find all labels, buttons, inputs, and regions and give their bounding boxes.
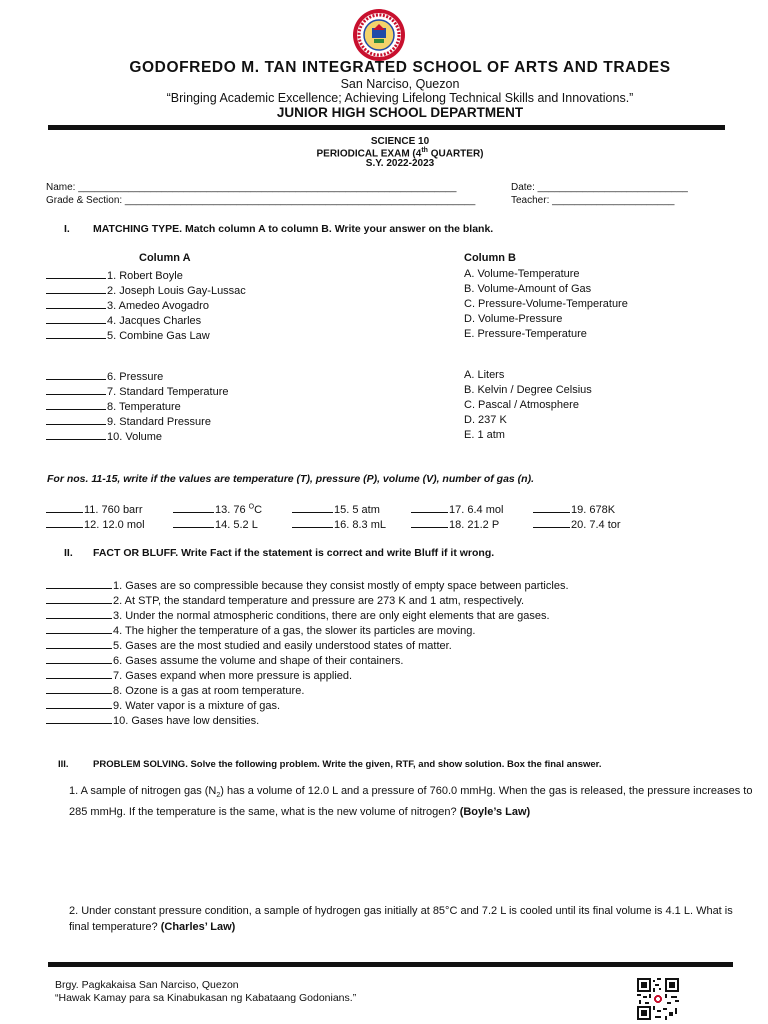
item-text: 14. 5.2 L xyxy=(215,519,258,531)
item-text: 4. Jacques Charles xyxy=(107,315,202,327)
column-a-item xyxy=(46,313,201,327)
fact-or-bluff-item xyxy=(46,608,550,622)
item-text: A. Liters xyxy=(464,369,505,381)
column-b-item xyxy=(464,298,628,310)
answer-blank[interactable] xyxy=(46,713,112,724)
answer-blank[interactable] xyxy=(46,384,106,395)
degree-mark: O xyxy=(248,503,255,511)
item-text: B. Kelvin / Degree Celsius xyxy=(464,384,592,396)
fact-or-bluff-item xyxy=(46,653,403,667)
fact-or-bluff-item xyxy=(46,638,452,652)
column-a-header: Column A xyxy=(139,252,191,264)
units-item xyxy=(173,502,262,516)
units-item xyxy=(173,517,258,531)
grade-section-field[interactable]: Grade & Section: _______________________________________________________________ xyxy=(46,195,476,206)
name-field[interactable]: Name: ____________________________________________________________________ xyxy=(46,182,457,193)
item-text: 18. 21.2 P xyxy=(449,519,500,531)
column-b-item xyxy=(464,369,504,381)
units-item xyxy=(533,502,615,516)
answer-blank[interactable] xyxy=(46,698,112,709)
answer-blank[interactable] xyxy=(46,502,83,513)
date-field[interactable]: Date: ___________________________ xyxy=(511,182,688,193)
item-text: 2. At STP, the standard temperature and pressure are 273 K and 1 atm, respectively. xyxy=(113,595,525,607)
item-text: E. 1 atm xyxy=(464,429,505,441)
item-text: D. Volume-Pressure xyxy=(464,313,563,325)
section-3-numeral: III. xyxy=(58,759,69,770)
item-text: A. Volume-Temperature xyxy=(464,268,580,280)
fact-or-bluff-item xyxy=(46,698,280,712)
fact-or-bluff-item xyxy=(46,668,352,682)
column-b-item xyxy=(464,414,507,426)
item-text: 3. Under the normal atmospheric conditions, there are only eight elements that are gases. xyxy=(113,610,550,622)
answer-blank[interactable] xyxy=(46,298,106,309)
answer-blank[interactable] xyxy=(46,328,106,339)
footer-divider xyxy=(48,962,733,967)
answer-blank[interactable] xyxy=(46,683,112,694)
fact-or-bluff-item xyxy=(46,578,569,592)
answer-blank[interactable] xyxy=(292,517,333,528)
item-text: 10. Gases have low densities. xyxy=(113,715,260,727)
column-a-item xyxy=(46,369,163,383)
item-text: B. Volume-Amount of Gas xyxy=(464,283,592,295)
footer-address: Brgy. Pagkakaisa San Narciso, Quezon xyxy=(55,979,239,991)
answer-blank[interactable] xyxy=(292,502,333,513)
item-text: 9. Water vapor is a mixture of gas. xyxy=(113,700,281,712)
units-item xyxy=(46,517,145,531)
units-item xyxy=(411,517,499,531)
column-b-item xyxy=(464,283,591,295)
item-text: 12. 12.0 mol xyxy=(84,519,145,531)
exam-subject: SCIENCE 10 xyxy=(370,136,430,147)
item-text: E. Pressure-Temperature xyxy=(464,328,587,340)
item-text: 5. Gases are the most studied and easily understood states of matter. xyxy=(113,640,452,652)
item-text: D. 237 K xyxy=(464,414,507,426)
item-text: 7. Gases expand when more pressure is applied. xyxy=(113,670,353,682)
column-a-item xyxy=(46,414,211,428)
column-b-item xyxy=(464,313,562,325)
item-text: 20. 7.4 tor xyxy=(571,519,621,531)
answer-blank[interactable] xyxy=(411,502,448,513)
column-b-item xyxy=(464,429,505,441)
answer-blank[interactable] xyxy=(46,283,106,294)
answer-blank[interactable] xyxy=(46,313,106,324)
answer-blank[interactable] xyxy=(46,369,106,380)
column-a-item xyxy=(46,268,183,282)
department-name: JUNIOR HIGH SCHOOL DEPARTMENT xyxy=(276,105,524,120)
section-3-title: PROBLEM SOLVING. Solve the following problem. Write the given, RTF, and show solution. Box the final answer. xyxy=(93,759,602,770)
column-a-item xyxy=(46,429,162,443)
item-text: 19. 678K xyxy=(571,504,616,516)
units-item xyxy=(533,517,621,531)
answer-blank[interactable] xyxy=(46,429,106,440)
units-item xyxy=(292,502,380,516)
school-name: GODOFREDO M. TAN INTEGRATED SCHOOL OF ARTS AND TRADES xyxy=(129,59,671,76)
column-b-item xyxy=(464,399,579,411)
column-b-header: Column B xyxy=(464,252,516,264)
column-a-item xyxy=(46,283,246,297)
item-text: 11. 760 barr xyxy=(84,504,143,516)
item-text: 9. Standard Pressure xyxy=(107,416,211,428)
column-a-item xyxy=(46,298,209,312)
item-text: 10. Volume xyxy=(107,431,163,443)
column-b-item xyxy=(464,328,587,340)
item-text: C. Pressure-Volume-Temperature xyxy=(464,298,628,310)
column-a-item xyxy=(46,384,228,398)
units-item xyxy=(46,502,143,516)
item-text: 4. The higher the temperature of a gas, the slower its particles are moving. xyxy=(113,625,476,637)
teacher-field[interactable]: Teacher: ______________________ xyxy=(511,195,675,206)
column-b-item xyxy=(464,384,592,396)
item-text: 16. 8.3 mL xyxy=(334,519,386,531)
units-item xyxy=(411,502,503,516)
item-text: 17. 6.4 mol xyxy=(449,504,504,516)
column-a-item xyxy=(46,328,210,342)
column-b-item xyxy=(464,268,580,280)
item-text: 15. 5 atm xyxy=(334,504,380,516)
item-text: C. Pascal / Atmosphere xyxy=(464,399,579,411)
school-seal-icon xyxy=(352,8,406,62)
answer-blank[interactable] xyxy=(46,414,106,425)
answer-blank[interactable] xyxy=(46,653,112,664)
exam-school-year: S.Y. 2022-2023 xyxy=(365,158,435,169)
item-text: 8. Ozone is a gas at room temperature. xyxy=(113,685,305,697)
exam-title: PERIODICAL EXAM (4th QUARTER) xyxy=(316,147,484,160)
units-item xyxy=(292,517,386,531)
answer-blank[interactable] xyxy=(533,502,570,513)
answer-blank[interactable] xyxy=(533,517,570,528)
item-text: 6. Gases assume the volume and shape of their containers. xyxy=(113,655,404,667)
answer-blank[interactable] xyxy=(46,668,112,679)
header-divider xyxy=(48,125,725,130)
answer-blank[interactable] xyxy=(411,517,448,528)
answer-blank[interactable] xyxy=(46,517,83,528)
answer-blank[interactable] xyxy=(173,502,214,513)
item-text: 6. Pressure xyxy=(107,371,164,383)
qr-code-icon xyxy=(637,978,679,1020)
column-a-item xyxy=(46,399,181,413)
fact-or-bluff-item xyxy=(46,593,524,607)
item-text: 8. Temperature xyxy=(107,401,181,413)
answer-blank[interactable] xyxy=(46,623,112,634)
item-text: 3. Amedeo Avogadro xyxy=(107,300,209,312)
answer-blank[interactable] xyxy=(46,268,106,279)
problem-2: 2. Under constant pressure condition, a sample of hydrogen gas initially at 85°C and 7.2 L is cooled until its final volume is 4.1 L. What is final temperature? (Charles’ Law) xyxy=(69,905,733,933)
unit-text: C xyxy=(254,504,263,516)
answer-blank[interactable] xyxy=(173,517,214,528)
section-2-title: FACT OR BLUFF. Write Fact if the statement is correct and write Bluff if it wrong. xyxy=(93,547,495,559)
item-text: 1. Gases are so compressible because they consist mostly of empty space between particles. xyxy=(113,580,569,592)
section-1-numeral: I. xyxy=(64,223,70,235)
footer-slogan: “Hawak Kamay para sa Kinabukasan ng Kabataang Godonians.” xyxy=(55,992,357,1004)
answer-blank[interactable] xyxy=(46,638,112,649)
item-text: 7. Standard Temperature xyxy=(107,386,229,398)
item-text: 13. 76 xyxy=(215,504,249,516)
problem-1: 1. A sample of nitrogen gas $(N_2)$ has a volume of 12.0 L and a pressure of 760.0 mmHg. When the gas is released, the pressure increases to 285 mmHg. If the temperature is the same, what is the new volume of nitrogen? (Boyle’s Law) xyxy=(69,785,753,819)
item-text: 5. Combine Gas Law xyxy=(107,330,210,342)
answer-blank[interactable] xyxy=(46,593,112,604)
answer-blank[interactable] xyxy=(46,399,106,410)
section-1-title: MATCHING TYPE. Match column A to column B. Write your answer on the blank. xyxy=(93,223,494,235)
fact-or-bluff-item xyxy=(46,623,475,637)
item-text: 2. Joseph Louis Gay-Lussac xyxy=(107,285,246,297)
answer-blank[interactable] xyxy=(46,608,112,619)
item-text: 1. Robert Boyle xyxy=(107,270,183,282)
school-address: San Narciso, Quezon xyxy=(340,77,460,91)
section-2-numeral: II. xyxy=(64,547,73,559)
fact-or-bluff-item xyxy=(46,683,304,697)
school-motto: “Bringing Academic Excellence; Achieving Lifelong Technical Skills and Innovations.” xyxy=(166,91,634,105)
answer-blank[interactable] xyxy=(46,578,112,589)
fact-or-bluff-item xyxy=(46,713,259,727)
units-instruction: For nos. 11-15, write if the values are temperature (T), pressure (P), volume (V), number of gas (n). xyxy=(47,473,534,485)
